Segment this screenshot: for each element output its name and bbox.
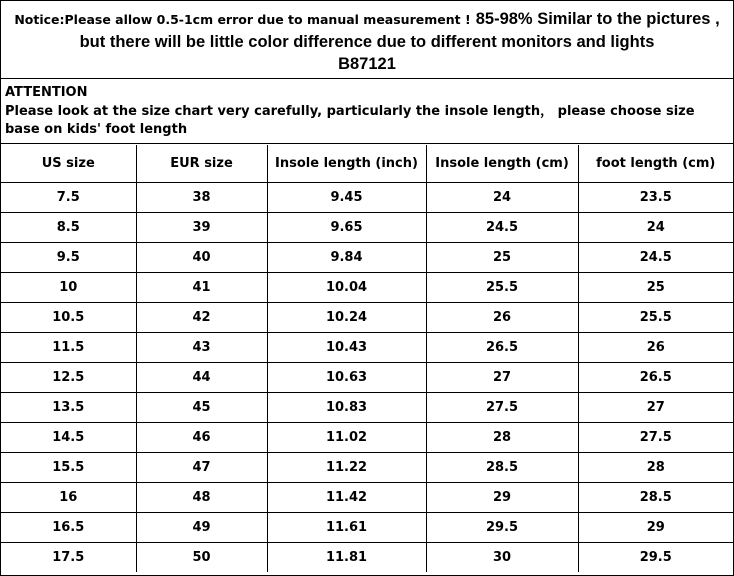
eur-size-cell: 41 (136, 273, 267, 303)
attention-text: Please look at the size chart very carefully, particularly the insole length， please choose size base on kids' foot length (5, 103, 695, 137)
foot-cm-cell: 24.5 (578, 243, 733, 273)
table-row (1, 213, 733, 243)
table-row (1, 303, 733, 333)
insole-cm-cell: 26 (426, 303, 578, 333)
us-size-cell: 10.5 (1, 303, 136, 333)
insole-inch-cell: 11.42 (267, 483, 426, 513)
insole-cm-cell: 27.5 (426, 393, 578, 423)
header-eur-size: EUR size (136, 145, 267, 183)
foot-cm-cell: 26 (578, 333, 733, 363)
eur-size-cell: 38 (136, 183, 267, 213)
us-size-cell: 8.5 (1, 213, 136, 243)
eur-size-cell: 47 (136, 453, 267, 483)
us-size-cell: 15.5 (1, 453, 136, 483)
notice-prefix: Notice:Please allow 0.5-1cm error due to manual measurement ! (14, 12, 471, 27)
insole-cm-cell: 25 (426, 243, 578, 273)
foot-cm-cell: 29.5 (578, 543, 733, 573)
us-size-cell: 16.5 (1, 513, 136, 543)
insole-inch-cell: 10.24 (267, 303, 426, 333)
header-us-size: US size (1, 145, 136, 183)
table-row (1, 513, 733, 543)
table-row (1, 243, 733, 273)
insole-inch-cell: 9.45 (267, 183, 426, 213)
insole-cm-cell: 24 (426, 183, 578, 213)
table-row (1, 483, 733, 513)
table-row (1, 423, 733, 453)
insole-inch-cell: 10.04 (267, 273, 426, 303)
product-code: B87121 (338, 55, 396, 73)
size-table-body (1, 183, 733, 573)
insole-cm-cell: 24.5 (426, 213, 578, 243)
header-insole-cm: Insole length (cm) (426, 145, 578, 183)
table-row (1, 363, 733, 393)
us-size-cell: 11.5 (1, 333, 136, 363)
insole-cm-cell: 28.5 (426, 453, 578, 483)
insole-cm-cell: 30 (426, 543, 578, 573)
insole-inch-cell: 11.81 (267, 543, 426, 573)
insole-inch-cell: 9.65 (267, 213, 426, 243)
insole-inch-cell: 10.83 (267, 393, 426, 423)
table-row (1, 393, 733, 423)
insole-inch-cell: 10.43 (267, 333, 426, 363)
insole-inch-cell: 11.61 (267, 513, 426, 543)
foot-cm-cell: 29 (578, 513, 733, 543)
us-size-cell: 14.5 (1, 423, 136, 453)
eur-size-cell: 49 (136, 513, 267, 543)
header-foot-cm: foot length (cm) (578, 145, 733, 183)
size-table (1, 145, 733, 572)
insole-cm-cell: 28 (426, 423, 578, 453)
foot-cm-cell: 25.5 (578, 303, 733, 333)
attention-title: ATTENTION (5, 85, 88, 100)
foot-cm-cell: 28.5 (578, 483, 733, 513)
foot-cm-cell: 27 (578, 393, 733, 423)
eur-size-cell: 48 (136, 483, 267, 513)
notice-banner (1, 1, 733, 79)
insole-inch-cell: 10.63 (267, 363, 426, 393)
table-row (1, 273, 733, 303)
eur-size-cell: 46 (136, 423, 267, 453)
us-size-cell: 10 (1, 273, 136, 303)
insole-cm-cell: 27 (426, 363, 578, 393)
table-row (1, 543, 733, 573)
insole-inch-cell: 11.02 (267, 423, 426, 453)
eur-size-cell: 43 (136, 333, 267, 363)
table-row (1, 183, 733, 213)
insole-cm-cell: 25.5 (426, 273, 578, 303)
eur-size-cell: 39 (136, 213, 267, 243)
insole-cm-cell: 29 (426, 483, 578, 513)
notice-line-1 (1, 9, 733, 31)
insole-inch-cell: 9.84 (267, 243, 426, 273)
foot-cm-cell: 27.5 (578, 423, 733, 453)
table-header-row (1, 145, 733, 183)
header-insole-inch: Insole length (inch) (267, 145, 426, 183)
insole-inch-cell: 11.22 (267, 453, 426, 483)
table-row (1, 333, 733, 363)
eur-size-cell: 50 (136, 543, 267, 573)
table-row (1, 453, 733, 483)
insole-cm-cell: 29.5 (426, 513, 578, 543)
eur-size-cell: 45 (136, 393, 267, 423)
notice-highlight: 85-98% Similar to the pictures , (475, 10, 720, 28)
foot-cm-cell: 24 (578, 213, 733, 243)
insole-cm-cell: 26.5 (426, 333, 578, 363)
eur-size-cell: 44 (136, 363, 267, 393)
foot-cm-cell: 28 (578, 453, 733, 483)
foot-cm-cell: 26.5 (578, 363, 733, 393)
attention-block (1, 79, 733, 144)
us-size-cell: 16 (1, 483, 136, 513)
foot-cm-cell: 25 (578, 273, 733, 303)
us-size-cell: 12.5 (1, 363, 136, 393)
foot-cm-cell: 23.5 (578, 183, 733, 213)
us-size-cell: 13.5 (1, 393, 136, 423)
us-size-cell: 9.5 (1, 243, 136, 273)
eur-size-cell: 42 (136, 303, 267, 333)
us-size-cell: 7.5 (1, 183, 136, 213)
eur-size-cell: 40 (136, 243, 267, 273)
notice-line-2: but there will be little color difference due to different monitors and lights (79, 33, 655, 51)
us-size-cell: 17.5 (1, 543, 136, 573)
